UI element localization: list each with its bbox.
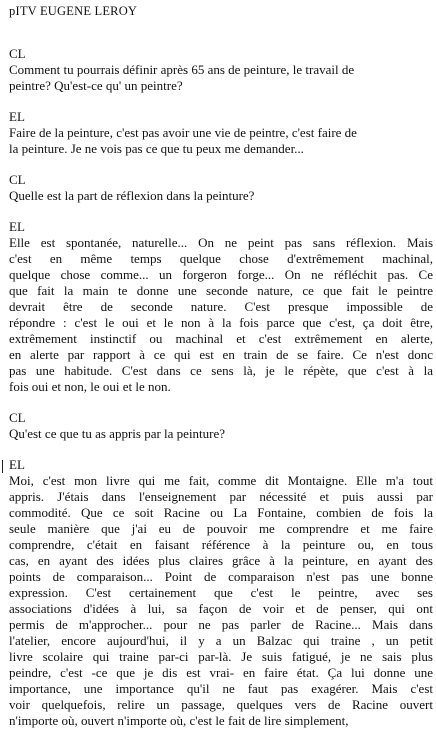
text-line: associations d'idées à lui, sa façon de voir et de penser, qui ont [9,601,433,616]
text-line: points de comparaison... Point de comparaison n'est pas une bonne [9,569,433,584]
text-line: n'importe où, ouvert n'importe où, c'est le fait de lire simplement, [9,713,349,728]
text-line: Qu'est ce que tu as appris par la peinture? [9,426,226,441]
text-line: extrêmement instinctif ou machinal et c'est extrêmement en alerte, [9,331,433,346]
text-line: l'atelier, encore aujourd'hui, il y a un Balzac qui traine , un petit [9,633,433,648]
exchange-block [9,172,433,204]
text-line: Faire de la peinture, c'est pas avoir une vie de peintre, c'est faire de [9,125,357,140]
page-header: pITV EUGENE LEROY [9,4,138,18]
text-line: importance, une importance qu'il ne faut pas exagérer. Mais c'est [9,681,433,696]
speaker-label: EL [9,109,25,124]
exchange-block [9,219,433,395]
text-line: cas, en ayant des idées plus claires grâce à la peinture, en ayant des [9,553,433,568]
exchange-block [9,457,433,729]
text-line: commodité. Que ce soit Racine ou La Fontaine, combien de fois la [9,505,433,520]
text-line: en alerte par rapport à ce qui est en train de se faire. Ce n'est donc [9,347,433,362]
exchange-block [9,46,433,94]
text-line: Quelle est la part de réflexion dans la peinture? [9,188,255,203]
text-line: répondre : c'est le oui et le non à la fois parce que c'est, ça doit être, [9,315,433,330]
text-line: quelque chose comme... un forgeron forge... On ne réfléchit pas. Ce [9,267,433,282]
speaker-label: CL [9,46,26,61]
text-line: comprendre, c'était en faisant référence à la peinture ou, en tous [9,537,433,552]
text-line: pas une habitude. C'est dans ce sens là, je le répète, que c'est à la [9,363,433,378]
speaker-label: EL [9,219,25,234]
text-line: fois oui et non, le oui et le non. [9,379,171,394]
text-line: permis de m'approcher... pour ne pas parler de Racine... Mais dans [9,617,433,632]
exchange-block [9,410,433,442]
speaker-label: CL [9,410,26,425]
question-text [9,188,433,204]
text-line: devrait être de seconde nature. C'est presque impossible de [9,299,433,314]
text-line: la peinture. Je ne vois pas ce que tu peux me demander... [9,141,304,156]
text-line: Moi, c'est mon livre qui me fait, comme dit Montaigne. Elle m'a tout [9,473,433,488]
interview-blocks [9,46,433,729]
text-line: seule manière que j'ai eu de pouvoir me comprendre et me faire [9,521,433,536]
exchange-block [9,109,433,157]
text-line: peindre, c'est -ce que je dis est vrai- en faire état. Ça lui donne une [9,665,433,680]
text-line: voir quelquefois, relire un passage, quelques vers de Racine ouvert [9,697,433,712]
text-line: Comment tu pourrais définir après 65 ans de peinture, le travail de [9,62,355,77]
text-line: livre scolaire qui traine par-ci par-là. Je suis fatigué, je ne sais plus [9,649,433,664]
text-line: appris. J'étais dans l'enseignement par nécessité et puis aussi par [9,489,433,504]
speaker-label: CL [9,172,26,187]
speaker-label: EL [9,457,25,472]
text-line: Elle est spontanée, naturelle... On ne peint pas sans réflexion. Mais [9,235,433,250]
text-line: que fait la main te donne une seconde nature, ce que fait le peintre [9,283,433,298]
answer-text [9,125,433,157]
answer-text [9,235,433,395]
margin-mark [2,460,3,473]
question-text [9,426,433,442]
text-line: c'est en même temps quelque chose d'extrêmement machinal, [9,251,433,266]
transcript-page [0,4,436,728]
question-text [9,62,433,94]
text-line: expression. C'est certainement que c'est le peintre, avec ses [9,585,433,600]
text-line: peintre? Qu'est-ce qu' un peintre? [9,78,183,93]
